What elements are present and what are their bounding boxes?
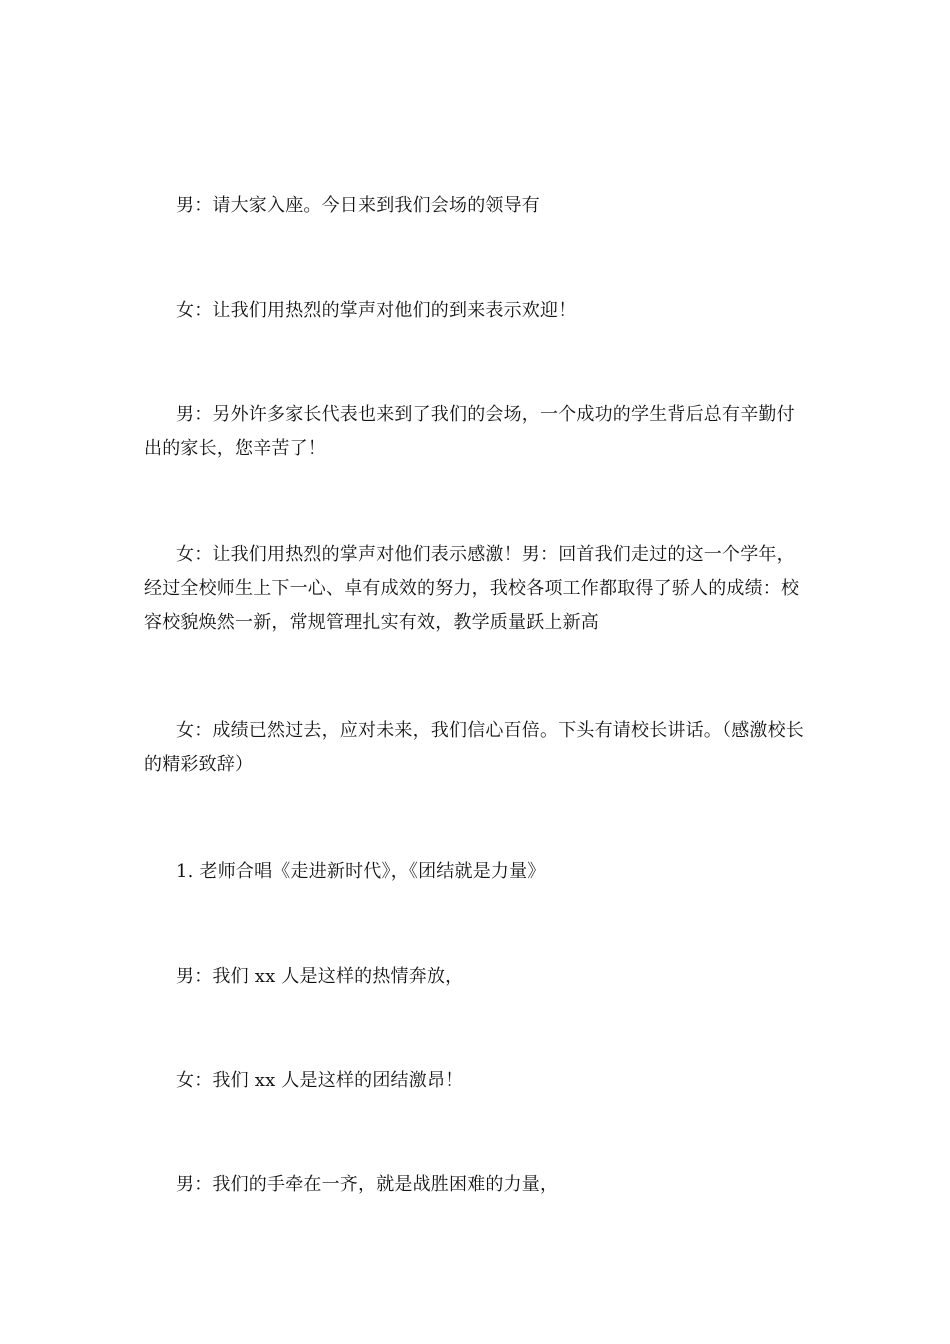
- paragraph-program-item: 1. 老师合唱《走进新时代》，《团结就是力量》: [176, 861, 546, 882]
- paragraph-host-female-thanks: 女：让我们用热烈的掌声对他们表示感激！男：回首我们走过的这一个学年，经过全校师生上下一心、卓有成效的努力，我校各项工作都取得了骄人的成绩：校容校貌焕然一新，常规管理扎实有效，教学质量跃上新高: [144, 544, 800, 633]
- paragraph-host-male-seating: 男：请大家入座。今日来到我们会场的领导有: [176, 195, 540, 216]
- paragraph-host-male-hands: 男：我们的手牵在一齐，就是战胜困难的力量，: [176, 1174, 559, 1195]
- paragraph-host-male-parents: 男：另外许多家长代表也来到了我们的会场，一个成功的学生背后总有辛勤付出的家长，您辛苦了！: [144, 404, 795, 459]
- paragraph-host-male-passion: 男：我们 xx 人是这样的热情奔放，: [176, 966, 464, 987]
- paragraph-host-female-unity: 女：我们 xx 人是这样的团结激昂！: [176, 1070, 464, 1091]
- paragraph-host-female-welcome: 女：让我们用热烈的掌声对他们的到来表示欢迎！: [176, 300, 577, 321]
- paragraph-host-female-principal: 女：成绩已然过去，应对未来，我们信心百倍。下头有请校长讲话。（感激校长的精彩致辞）: [144, 720, 804, 775]
